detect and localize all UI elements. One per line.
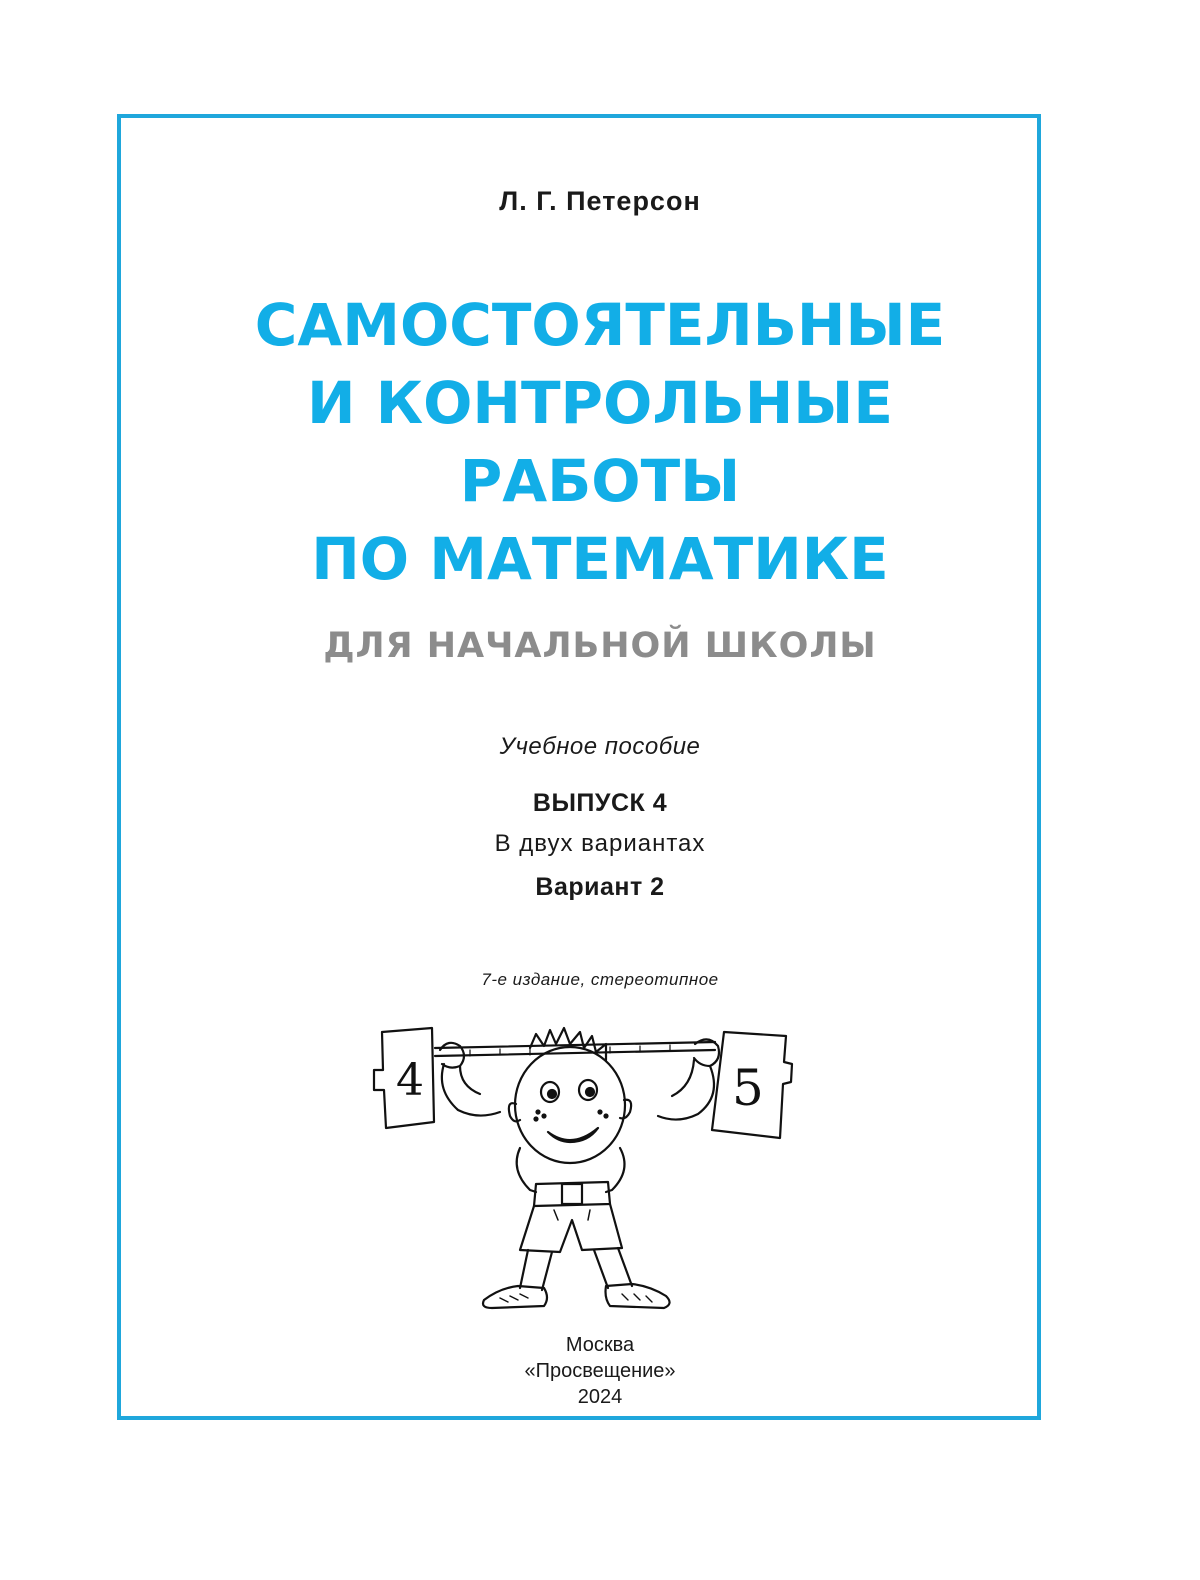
book-title: [0, 286, 1200, 598]
left-shoe: [483, 1286, 547, 1308]
publisher-block: [0, 1332, 1200, 1410]
publisher-name: «Просвещение»: [524, 1360, 676, 1382]
title-line-2: И КОНТРОЛЬНЫЕ: [306, 369, 893, 437]
left-card: [374, 1028, 434, 1128]
variant-label: Вариант 2: [535, 873, 665, 901]
author-name: Л. Г. Петерсон: [499, 186, 701, 216]
head: [515, 1047, 625, 1163]
smile: [548, 1128, 598, 1142]
left-card-digit: 4: [396, 1055, 424, 1106]
publication-year: 2024: [577, 1386, 623, 1408]
belt: [534, 1182, 610, 1206]
right-shoe: [606, 1284, 670, 1308]
title-line-4: ПО МАТЕМАТИКЕ: [311, 525, 889, 593]
left-leg: [520, 1250, 552, 1290]
right-card: [712, 1032, 792, 1138]
issue-number: ВЫПУСК 4: [532, 789, 668, 817]
right-card-digit: 5: [732, 1059, 764, 1117]
shorts: [520, 1204, 622, 1252]
variants-note: В двух вариантах: [494, 830, 706, 857]
title-line-3: РАБОТЫ: [459, 447, 741, 515]
right-arm: [658, 1066, 714, 1120]
weightlifter-boy-illustration: [360, 1020, 800, 1320]
book-subtitle: ДЛЯ НАЧАЛЬНОЙ ШКОЛЫ: [323, 626, 877, 666]
publisher-city: Москва: [565, 1334, 635, 1356]
belt-buckle: [562, 1184, 582, 1204]
edition-note: 7-е издание, стереотипное: [481, 970, 719, 989]
document-type: Учебное пособие: [499, 733, 701, 760]
title-line-1: САМОСТОЯТЕЛЬНЫЕ: [254, 291, 946, 359]
right-leg: [594, 1248, 632, 1288]
